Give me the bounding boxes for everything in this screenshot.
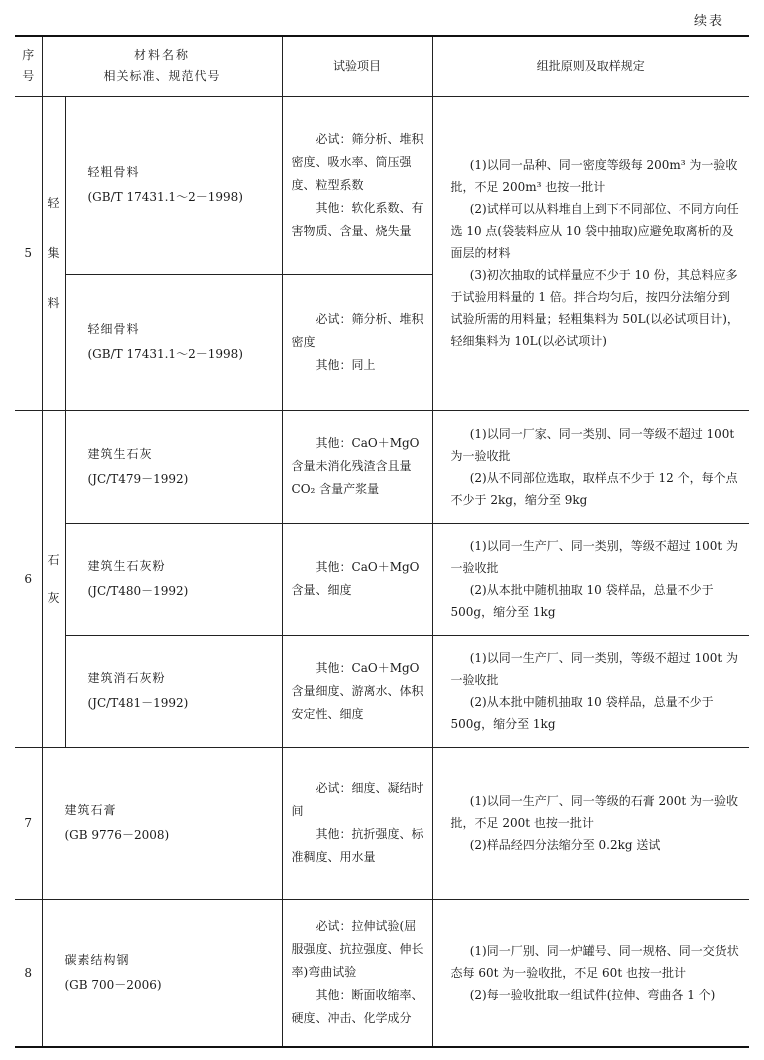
test-other: 其他：软化系数、有害物质、含量、烧失量 (291, 200, 424, 238)
category-5 (42, 96, 65, 410)
continued-label: 续表 (693, 14, 724, 29)
material-standard: (GB/T 17431.1～2－1998) (87, 190, 243, 204)
rule-item: (1)以同一品种、同一密度等级每 200m³ 为一验收批，不足 200m³ 也按一批计 (450, 158, 738, 194)
header-seq-line2: 号 (22, 69, 35, 84)
test-6a (282, 410, 432, 523)
header-material-line1: 材料名称 (134, 48, 191, 63)
material-6b (65, 523, 282, 635)
test-other: 其他：CaO＋MgO 含量、细度 (291, 560, 420, 597)
material-6c (65, 635, 282, 747)
test-required: 必试：筛分析、堆积密度 (291, 311, 424, 349)
rule-6b (432, 523, 749, 635)
material-standard: (GB 9776－2008) (64, 828, 170, 842)
material-standard: (GB 700－2006) (64, 977, 162, 992)
header-rule: 组批原则及取样规定 (432, 36, 749, 96)
material-5b (65, 274, 282, 410)
seq-5: 5 (15, 96, 42, 410)
material-5a (65, 96, 282, 274)
category-5-char2: 集 (47, 246, 60, 260)
header-test: 试验项目 (282, 36, 432, 96)
material-name: 建筑生石灰 (87, 446, 153, 461)
material-name: 建筑消石灰粉 (87, 671, 166, 685)
seq-7: 7 (15, 747, 42, 899)
test-required: 必试：筛分析、堆积密度、吸水率、筒压强度、粒型系数 (291, 131, 424, 192)
test-other: 其他：CaO＋MgO 含量细度、游离水、体积安定性、细度 (291, 660, 424, 721)
rule-item: (1)同一厂别、同一炉罐号、同一规格、同一交货状态每 60t 为一验收批，不足 60t 也按一批计 (450, 943, 739, 980)
test-6b (282, 523, 432, 635)
rule-item: (2)样品经四分法缩分至 0.2kg 送试 (469, 838, 661, 852)
test-5a (282, 96, 432, 274)
rule-item: (2)从本批中随机抽取 10 袋样品，总量不少于 500g，缩分至 1kg (450, 695, 714, 731)
material-name: 轻细骨料 (87, 322, 140, 336)
category-6-char2: 灰 (47, 590, 60, 605)
material-7 (42, 747, 282, 899)
rule-5 (432, 96, 749, 410)
material-name: 轻粗骨料 (87, 165, 140, 179)
material-6a (65, 410, 282, 523)
rule-item: (1)以同一生产厂、同一类别，等级不超过 100t 为一验收批 (450, 651, 739, 687)
test-other: 其他：同上 (315, 357, 376, 372)
rule-8 (432, 899, 749, 1047)
rule-item: (1)以同一生产厂、同一等级的石膏 200t 为一验收批，不足 200t 也按一批计 (450, 794, 739, 830)
header-seq-line1: 序 (22, 48, 35, 63)
rule-item: (1)以同一生产厂、同一类别，等级不超过 100t 为一验收批 (450, 539, 739, 575)
rule-item: (3)初次抽取的试样量应不少于 10 份，其总料应多于试验用料量的 1 倍。拌合均匀后，按四分法缩分到试验所需的用料量；轻粗集料为 50L(以必试项目计)，轻细集料为 10L(以必试项计) (450, 268, 739, 348)
seq-8: 8 (15, 899, 42, 1047)
row-8 (15, 899, 749, 1047)
category-5-char1: 轻 (47, 196, 60, 210)
rule-item: (2)试样可以从料堆自上到下不同部位、不同方向任选 10 点(袋装料应从 10 袋中抽取)应避免取离析的及面层的材料 (450, 202, 739, 260)
header-material (42, 36, 282, 96)
seq-6: 6 (15, 410, 42, 747)
test-7 (282, 747, 432, 899)
test-other: 其他：断面收缩率、硬度、冲击、化学成分 (291, 988, 424, 1026)
rule-6c (432, 635, 749, 747)
material-standard: (JC/T481－1992) (87, 696, 189, 710)
rule-item: (2)从不同部位选取，取样点不少于 12 个，每个点不少于 2kg，缩分至 9kg (450, 470, 738, 507)
material-name: 碳素结构钢 (64, 952, 130, 967)
material-standard: (JC/T480－1992) (87, 584, 189, 598)
test-required: 必试：细度、凝结时间 (291, 781, 424, 818)
category-6 (42, 410, 65, 747)
row-7 (15, 747, 749, 899)
material-standard: (JC/T479－1992) (87, 471, 189, 486)
rule-item: (2)每一验收批取一组试件(拉伸、弯曲各 1 个) (469, 987, 716, 1002)
row-6a (15, 410, 749, 523)
test-other: 其他：抗折强度、标准稠度、用水量 (291, 827, 424, 864)
rule-6a (432, 410, 749, 523)
material-name: 建筑石膏 (64, 803, 117, 817)
test-8 (282, 899, 432, 1047)
material-8 (42, 899, 282, 1047)
rule-7 (432, 747, 749, 899)
category-5-char3: 料 (47, 296, 60, 310)
rule-item: (1)以同一厂家、同一类别、同一等级不超过 100t 为一验收批 (450, 426, 735, 463)
header-material-line2: 相关标准、规范代号 (103, 69, 221, 84)
material-standard: (GB/T 17431.1～2－1998) (87, 347, 243, 361)
test-6c (282, 635, 432, 747)
test-required: 必试：拉伸试验(屈服强度、抗拉强度、伸长率)弯曲试验 (291, 919, 424, 980)
material-name: 建筑生石灰粉 (87, 559, 166, 573)
test-other: 其他：CaO＋MgO 含量未消化残渣含且量 CO₂ 含量产浆量 (291, 436, 420, 496)
test-5b (282, 274, 432, 410)
row-6b (15, 523, 749, 635)
header-row (15, 36, 749, 96)
category-6-char1: 石 (47, 552, 60, 567)
materials-table (15, 35, 749, 1048)
rule-item: (2)从本批中随机抽取 10 袋样品，总量不少于 500g，缩分至 1kg (450, 583, 714, 619)
header-seq (15, 36, 42, 96)
row-5a (15, 96, 749, 274)
row-6c (15, 635, 749, 747)
